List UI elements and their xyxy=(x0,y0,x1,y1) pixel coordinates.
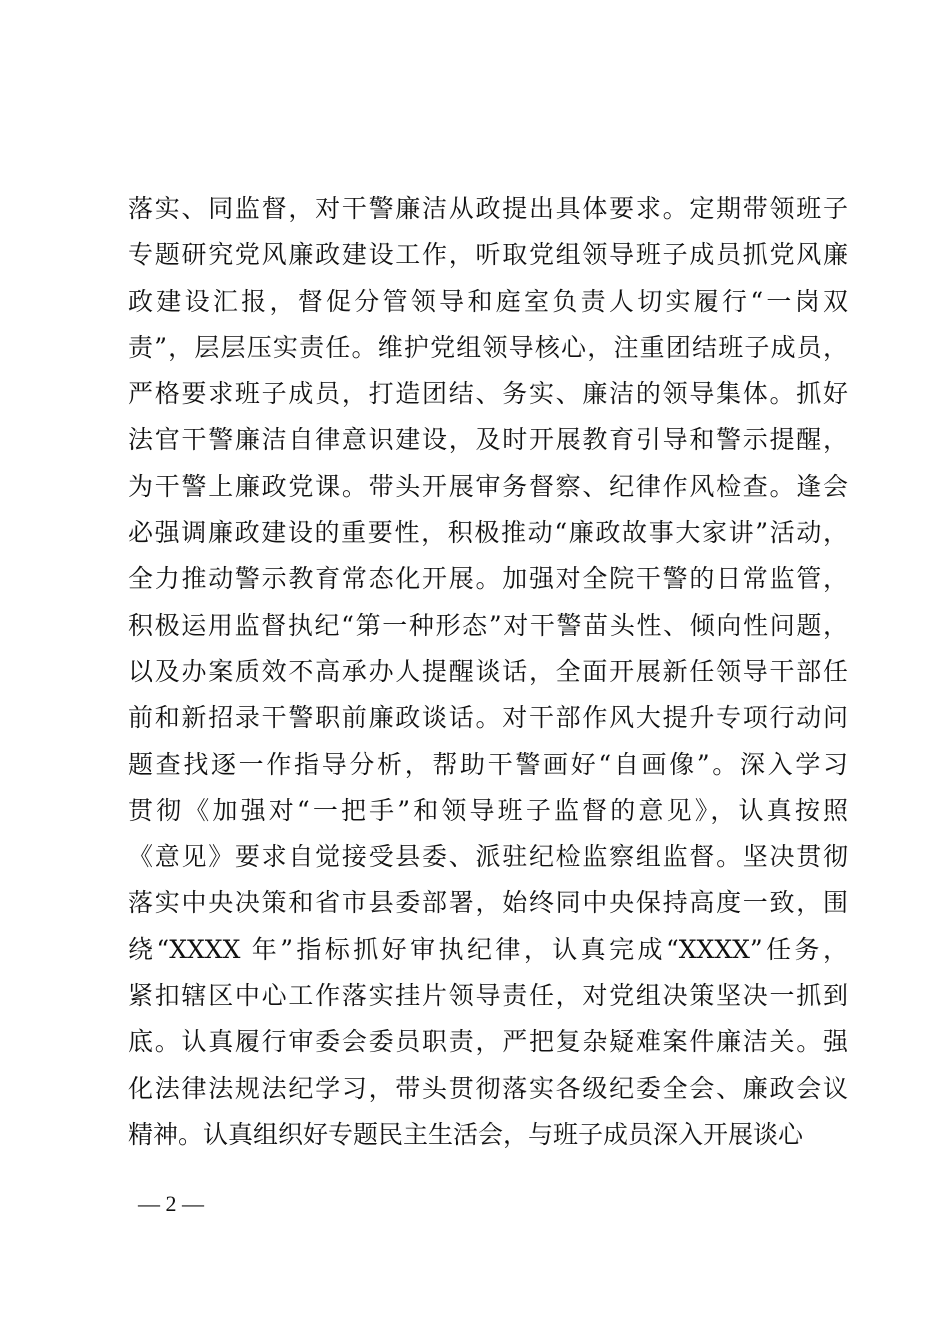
text-line: 《意见》要求自觉接受县委、派驻纪检监察组监督。坚决贯彻 xyxy=(128,842,848,872)
text-line: 贯彻《加强对“一把手”和领导班子监督的意见》，认真按照 xyxy=(128,795,848,825)
text-line: 底。认真履行审委会委员职责，严把复杂疑难案件廉洁关。强 xyxy=(128,1027,848,1057)
text-line: 精神。认真组织好专题民主生活会，与班子成员深入开展谈心 xyxy=(128,1119,804,1149)
text-line: 政建设汇报，督促分管领导和庭室负责人切实履行“一岗双 xyxy=(128,286,848,316)
text-line: 化法律法规法纪学习，带头贯彻落实各级纪委全会、廉政会议 xyxy=(128,1073,848,1103)
text-line: 责”，层层压实责任。维护党组领导核心，注重团结班子成员， xyxy=(128,332,848,362)
text-line: 严格要求班子成员，打造团结、务实、廉洁的领导集体。抓好 xyxy=(128,379,848,409)
text-line: 题查找逐一作指导分析，帮助干警画好“自画像”。深入学习 xyxy=(128,749,848,779)
text-line: 法官干警廉洁自律意识建设，及时开展教育引导和警示提醒， xyxy=(128,425,848,455)
text-line: 专题研究党风廉政建设工作，听取党组领导班子成员抓党风廉 xyxy=(128,240,848,270)
text-line: 为干警上廉政党课。带头开展审务督察、纪律作风检查。逢会 xyxy=(128,471,848,501)
body-text xyxy=(128,186,848,1158)
text-line: 必强调廉政建设的重要性，积极推动“廉政故事大家讲”活动， xyxy=(128,518,848,548)
text-line: 绕“XXXX 年”指标抓好审执纪律，认真完成“XXXX”任务， xyxy=(128,934,848,964)
text-line: 以及办案质效不高承办人提醒谈话，全面开展新任领导干部任 xyxy=(128,656,848,686)
text-line: 积极运用监督执纪“第一种形态”对干警苗头性、倾向性问题， xyxy=(128,610,848,640)
text-line: 紧扣辖区中心工作落实挂片领导责任，对党组决策坚决一抓到 xyxy=(128,981,848,1011)
text-line: 全力推动警示教育常态化开展。加强对全院干警的日常监管， xyxy=(128,564,848,594)
text-line: 落实、同监督，对干警廉洁从政提出具体要求。定期带领班子 xyxy=(128,194,848,223)
text-line: 前和新招录干警职前廉政谈话。对干部作风大提升专项行动问 xyxy=(128,703,848,733)
text-line: 落实中央决策和省市县委部署，始终同中央保持高度一致，围 xyxy=(128,888,848,918)
page-number: — 2 — xyxy=(138,1191,204,1216)
